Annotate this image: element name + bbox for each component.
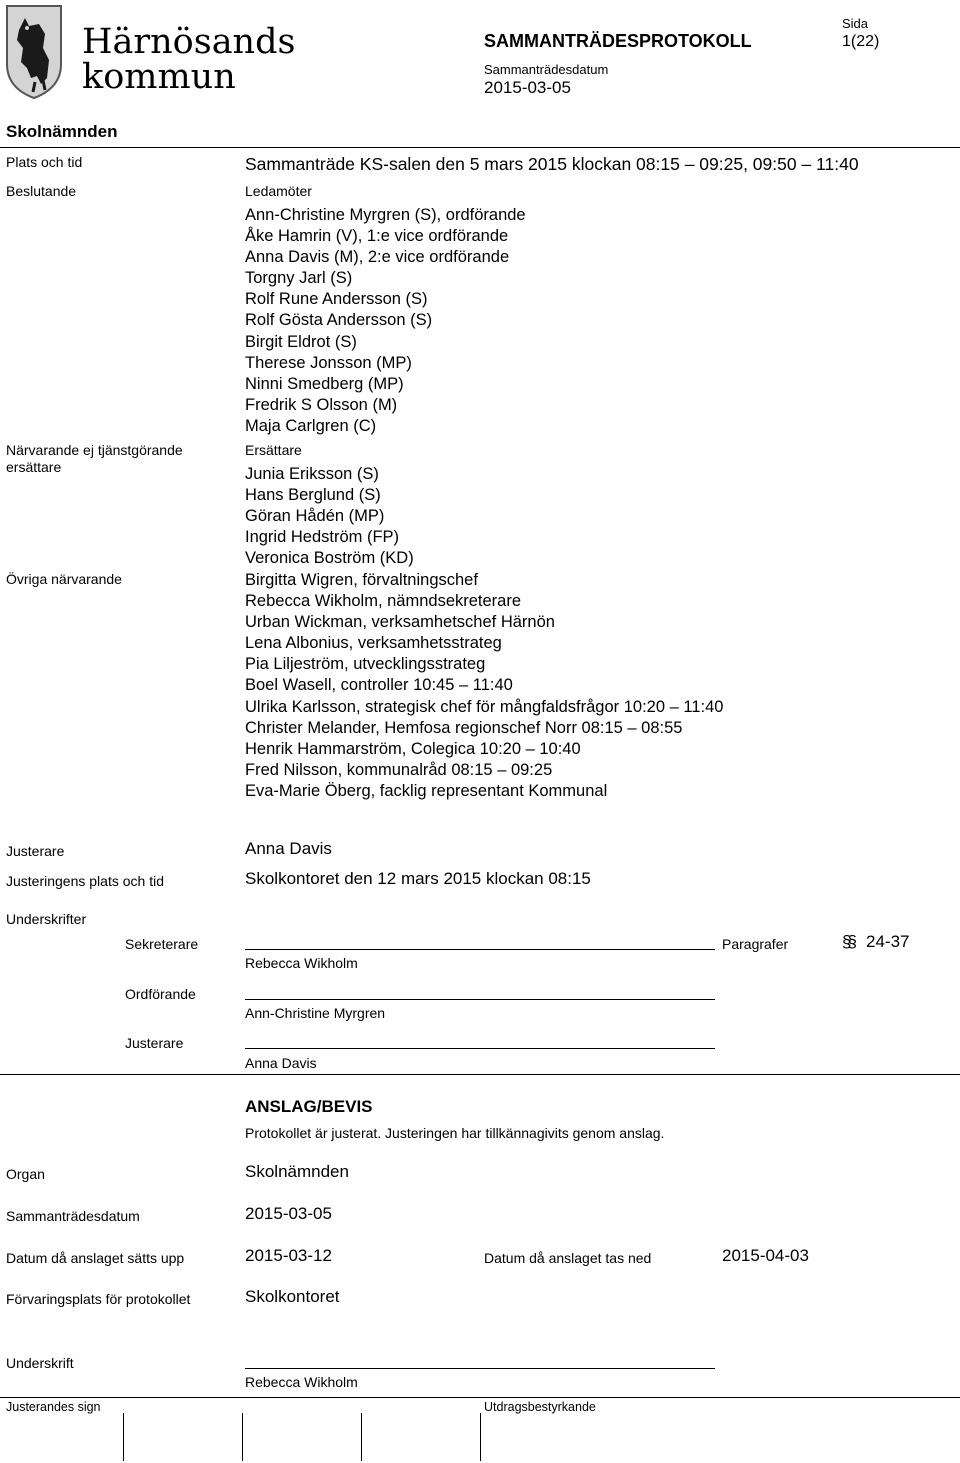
signature-line-notice	[245, 1368, 715, 1369]
secretary-label: Sekreterare	[125, 936, 199, 952]
list-item: Veronica Boström (KD)	[245, 549, 414, 568]
list-item: Junia Eriksson (S)	[245, 465, 379, 483]
coat-of-arms-icon	[5, 4, 63, 100]
list-item: Fredrik S Olsson (M)	[245, 395, 398, 414]
list-item: Urban Wickman, verksamhetschef Härnön	[245, 613, 555, 632]
initials-box-divider	[480, 1413, 481, 1461]
signature-line-secretary	[245, 949, 715, 950]
list-item: Åke Hamrin (V), 1:e vice ordförande	[245, 227, 509, 246]
list-item: Ingrid Hedström (FP)	[245, 528, 400, 547]
posted-label: Datum då anslaget sätts upp	[6, 1250, 185, 1266]
page-label: Sida	[842, 16, 869, 31]
list-item: Rolf Rune Andersson (S)	[245, 290, 428, 309]
signature-line-chair	[245, 999, 715, 1000]
list-item: Anna Davis (M), 2:e vice ordförande	[245, 248, 510, 267]
municipality-name-line2: kommun	[82, 57, 236, 97]
chair-name: Ann-Christine Myrgren	[245, 1005, 386, 1021]
meeting-date: 2015-03-05	[484, 78, 571, 97]
list-item: Göran Hådén (MP)	[245, 507, 385, 526]
list-item: Birgit Eldrot (S)	[245, 332, 357, 351]
body-name: Skolnämnden	[6, 122, 118, 141]
list-item: Pia Liljeström, utvecklingsstrateg	[245, 655, 486, 674]
substitutes-label-line2: ersättare	[6, 459, 62, 475]
list-item: Fred Nilsson, kommunalråd 08:15 – 09:25	[245, 760, 553, 779]
initials-box-divider	[242, 1413, 243, 1461]
list-item: Therese Jonsson (MP)	[245, 353, 412, 372]
list-item: Rolf Gösta Andersson (S)	[245, 311, 433, 330]
adjuster-sign-name: Anna Davis	[245, 1055, 317, 1071]
adjustment-place-value: Skolkontoret den 12 mars 2015 klockan 08:15	[245, 869, 591, 888]
signatures-label: Underskrifter	[6, 911, 87, 927]
signature-line-adjuster	[245, 1048, 715, 1049]
list-item: Maja Carlgren (C)	[245, 416, 377, 435]
list-item: Ulrika Karlsson, strategisk chef för mångfaldsfrågor 10:20 – 11:40	[245, 697, 724, 716]
list-item: Rebecca Wikholm, nämndsekreterare	[245, 592, 522, 611]
adjuster-label: Justerare	[6, 843, 65, 859]
substitutes-label-line1: Närvarande ej tjänstgörande	[6, 442, 183, 458]
list-item: Lena Albonius, verksamhetsstrateg	[245, 634, 502, 653]
removed-value: 2015-04-03	[722, 1246, 809, 1265]
list-item: Eva-Marie Öberg, facklig representant Kommunal	[245, 781, 608, 800]
others-list	[245, 570, 723, 802]
removed-label: Datum då anslaget tas ned	[484, 1250, 652, 1266]
members-list	[245, 205, 526, 437]
storage-value: Skolkontoret	[245, 1287, 340, 1306]
notice-signature-label: Underskrift	[6, 1355, 74, 1371]
list-item: Henrik Hammarström, Colegica 10:20 – 10:40	[245, 739, 581, 758]
page-number: 1(22)	[842, 33, 880, 50]
footer-divider	[0, 1397, 960, 1398]
organ-value: Skolnämnden	[245, 1162, 349, 1181]
municipality-name-line1: Härnösands	[82, 22, 296, 62]
notice-text: Protokollet är justerat. Justeringen har tillkännagivits genom anslag.	[245, 1125, 665, 1141]
divider	[0, 1074, 960, 1075]
paragraphs-label: Paragrafer	[722, 936, 789, 952]
list-item: Boel Wasell, controller 10:45 – 11:40	[245, 676, 513, 695]
deciding-label: Beslutande	[6, 183, 77, 199]
adjuster-value: Anna Davis	[245, 839, 332, 858]
list-item: Torgny Jarl (S)	[245, 269, 353, 288]
place-value: Sammanträde KS-salen den 5 mars 2015 klockan 08:15 – 09:25, 09:50 – 11:40	[245, 154, 859, 174]
list-item: Christer Melander, Hemfosa regionschef Norr 08:15 – 08:55	[245, 718, 683, 737]
members-heading: Ledamöter	[245, 183, 312, 199]
notice-date-label: Sammanträdesdatum	[6, 1208, 140, 1224]
initials-box-divider	[361, 1413, 362, 1461]
substitutes-list	[245, 464, 414, 569]
initials-box-divider	[123, 1413, 124, 1461]
notice-title: ANSLAG/BEVIS	[245, 1097, 373, 1116]
place-label: Plats och tid	[6, 154, 83, 170]
paragraphs-symbol: §§	[842, 932, 853, 951]
list-item: Hans Berglund (S)	[245, 486, 381, 505]
initials-label: Justerandes sign	[6, 1400, 101, 1414]
notice-signature-name: Rebecca Wikholm	[245, 1374, 358, 1390]
list-item: Ninni Smedberg (MP)	[245, 374, 404, 393]
list-item: Birgitta Wigren, förvaltningschef	[245, 571, 478, 589]
list-item: Ann-Christine Myrgren (S), ordförande	[245, 206, 526, 224]
others-label: Övriga närvarande	[6, 571, 122, 587]
protocol-title: SAMMANTRÄDESPROTOKOLL	[484, 31, 752, 51]
chair-label: Ordförande	[125, 986, 196, 1002]
meeting-date-label: Sammanträdesdatum	[484, 62, 609, 77]
divider	[0, 147, 960, 148]
adjuster-sign-label: Justerare	[125, 1035, 184, 1051]
posted-value: 2015-03-12	[245, 1246, 332, 1265]
storage-label: Förvaringsplats för protokollet	[6, 1291, 191, 1307]
substitutes-heading: Ersättare	[245, 442, 302, 458]
notice-date-value: 2015-03-05	[245, 1204, 332, 1223]
organ-label: Organ	[6, 1166, 45, 1182]
secretary-name: Rebecca Wikholm	[245, 955, 358, 971]
extract-label: Utdragsbestyrkande	[484, 1400, 596, 1414]
adjustment-place-label: Justeringens plats och tid	[6, 873, 164, 889]
municipality-logo	[5, 4, 63, 100]
paragraphs-value: 24-37	[866, 932, 910, 951]
